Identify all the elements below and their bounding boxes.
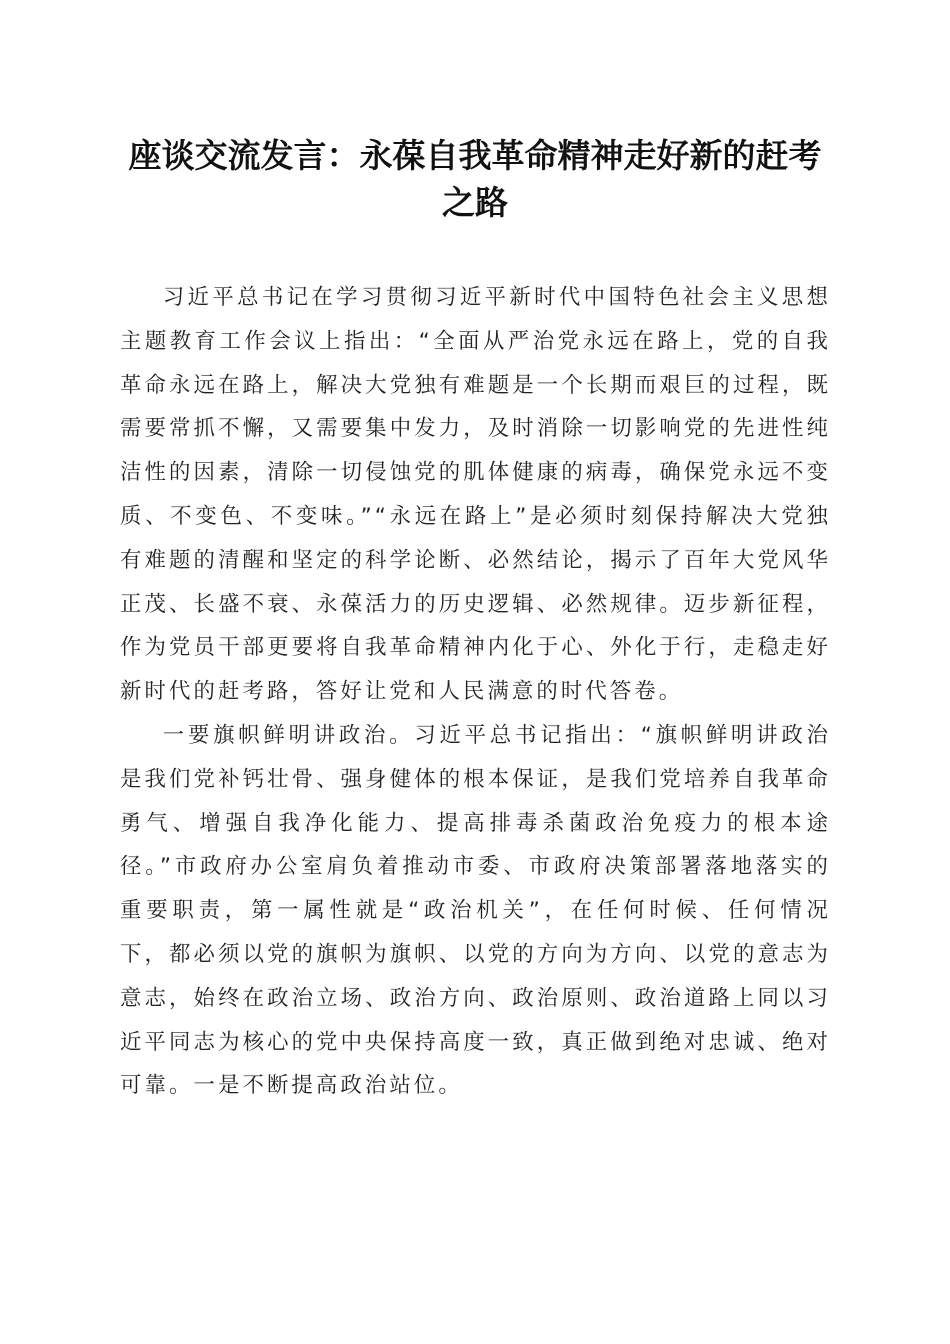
paragraph-politics: 一要旗帜鲜明讲政治。习近平总书记指出：“旗帜鲜明讲政治是我们党补钙壮骨、强身健体的根本保证，是我们党培养自我革命勇气、增强自我净化能力、提高排毒杀菌政治免疫力的根本途径。”市政府办公室肩负着推动市委、市政府决策部署落地落实的重要职责，第一属性就是“政治机关”，在任何时候、任何情况下，都必须以党的旗帜为旗帜、以党的方向为方向、以党的意志为意志，始终在政治立场、政治方向、政治原则、政治道路上同以习近平同志为核心的党中央保持高度一致，真正做到绝对忠诚、绝对可靠。一是不断提高政治站位。: [120, 722, 831, 1099]
paragraph-intro: 习近平总书记在学习贯彻习近平新时代中国特色社会主义思想主题教育工作会议上指出：“全面从严治党永远在路上，党的自我革命永远在路上，解决大党独有难题是一个长期而艰巨的过程，既需要常抓不懈，又需要集中发力，及时消除一切影响党的先进性纯洁性的因素，清除一切侵蚀党的肌体健康的病毒，确保党永远不变质、不变色、不变味。”“永远在路上”是必须时刻保持解决大党独有难题的清醒和坚定的科学论断、必然结论，揭示了百年大党风华正茂、长盛不衰、永葆活力的历史逻辑、必然规律。迈步新征程，作为党员干部更要将自我革命精神内化于心、外化于行，走稳走好新时代的赶考路，答好让党和人民满意的时代答卷。: [120, 285, 831, 705]
document-title: 座谈交流发言：永葆自我革命精神走好新的赶考之路: [128, 136, 822, 222]
document-body: [120, 276, 831, 1108]
